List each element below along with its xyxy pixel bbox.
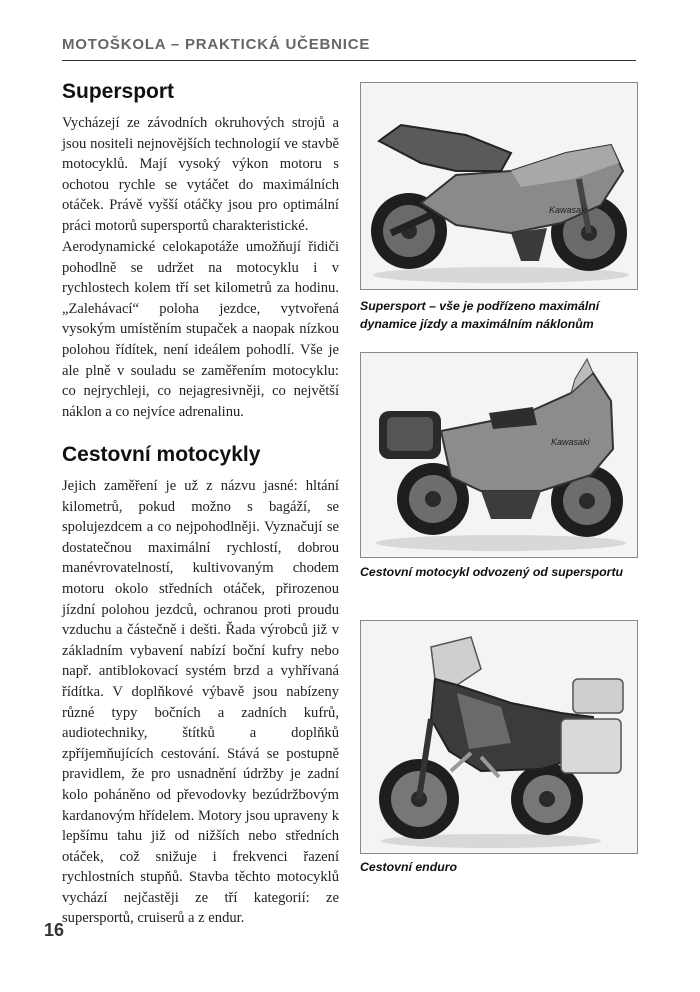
running-header: MOTOŠKOLA – PRAKTICKÁ UČEBNICE bbox=[62, 36, 371, 53]
brand-mark: Kawasaki bbox=[551, 437, 590, 447]
supersport-motorcycle-illustration bbox=[361, 83, 637, 289]
paragraph-supersport-2: Aerodynamické celokapotáže umožňují řidiči pohodlně se udržet na motocyklu i v rychlostech kolem tří set kilometrů za hodinu. „Zalehávací“ poloha jezdce, vytvořená vysokým umístěním stupaček a naopak nízkou polohou řídítek, není ideálem pohodlí. Vše je ale plně v souladu se zaměřením motocyklu: co nejrychleji, co nejagresivněji, co největší náklon a co nejvíce adrenalinu. bbox=[62, 239, 339, 420]
caption-supersport: Supersport – vše je podřízeno maximální dynamice jízdy a maximálním náklonům bbox=[360, 299, 600, 331]
brand-mark: Kawasaki bbox=[549, 205, 588, 215]
page-number: 16 bbox=[44, 920, 65, 940]
photo-enduro bbox=[360, 620, 638, 854]
heading-supersport: Supersport bbox=[62, 80, 175, 103]
caption-enduro: Cestovní enduro bbox=[360, 860, 458, 874]
photo-supersport bbox=[360, 82, 638, 290]
header-rule bbox=[62, 60, 636, 61]
enduro-motorcycle-illustration bbox=[361, 621, 637, 853]
paragraph-touring-1: Jejich zaměření je už z názvu jasné: hltání kilometrů, pokud možno s bagáží, se spolujezdcem a co nejpohodlněji. Vyznačují se dostatečnou maximální rychlostí, dobrou manévrovatelností, kultivovaným chodem motoru okolo středních otáček, přirozenou jízdní polohou jezdců, ochranou proti proudu vzduchu a částečně i dešti. Řada výrobců již v základním vybavení nabízí boční kufry nebo např. antiblokovací systém brzd a vyhřívaná řídítka. V doplňkové výbavě jsou nabízeny různé typy bočních a zadních kufrů, audiotechniky, štítků a doplňků zpříjemňujících cestování. Stává se postupně pravidlem, že pro usnadnění údržby je zadní kolo poháněno od převodovky bezúdržbovým kardanovým hřídelem. Motory jsou upraveny k lepšímu tahu již od nižších nebo středních otáček, což snižuje i frekvenci řazení rychlostních stupňů. Stavba těchto motocyklů vychází nejčastěji ze tří kategorií: ze supersportů, cruiserů a z endur. bbox=[62, 478, 339, 927]
heading-touring: Cestovní motocykly bbox=[62, 443, 261, 466]
touring-motorcycle-illustration bbox=[361, 353, 637, 557]
photo-touring bbox=[360, 352, 638, 558]
paragraph-supersport-1: Vycházejí ze závodních okruhových strojů a jsou nositeli nejnovějších technologií ve stavbě motocyklů. Mají vysoký výkon motoru s ochotou rychle se vytáčet do maximálních otáček. Právě vyšší otáčky jsou pro optimální práci motorů supersportů charakteristické. bbox=[62, 115, 339, 234]
caption-touring: Cestovní motocykl odvozený od supersportu bbox=[360, 565, 624, 579]
